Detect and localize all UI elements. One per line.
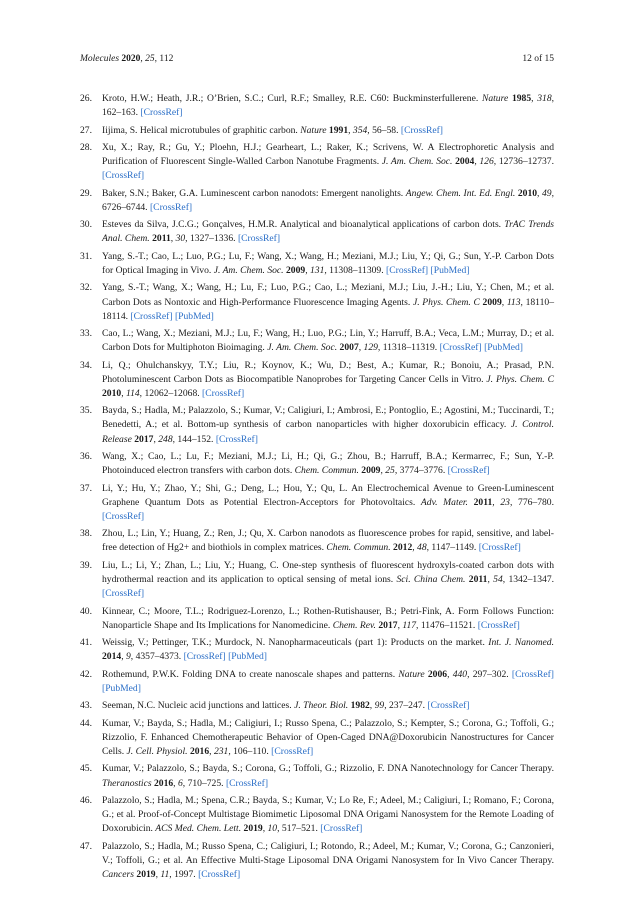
pubmed-link[interactable]: [PubMed] (102, 682, 141, 694)
reference-pages: 144–152. (177, 433, 214, 445)
crossref-link[interactable]: [CrossRef] (215, 433, 258, 445)
reference-item: 31. Yang, S.-T.; Cao, L.; Luo, P.G.; Lu, F.; Wang, X.; Wang, H.; Meziani, M.J.; Liu, Y.; Qi, G.; Sun, Y.-P. Carbon Dots for Optical Imaging in Vivo. J. Am. Chem. Soc. 2009, 131, 11308–11309. [CrossRef] [PubMed] (80, 250, 554, 276)
reference-authors-title: Xu, X.; Ray, R.; Gu, Y.; Ploehn, H.J.; Gearheart, L.; Raker, K.; Scrivens, W. A Electrophoretic Analysis and Purification of Fluorescent Single-Walled Carbon Nanotube Fragments. (102, 142, 554, 168)
reference-item: 30. Esteves da Silva, J.C.G.; Gonçalves, H.M.R. Analytical and bioanalytical applications of carbon dots. TrAC Trends Anal. Chem. 2011, 30, 1327–1336. [CrossRef] (80, 219, 555, 245)
crossref-link[interactable]: [CrossRef] (140, 107, 183, 119)
reference-volume: 248 (158, 433, 173, 445)
reference-year: 2011 (473, 496, 493, 508)
reference-year: 2016 (189, 745, 210, 757)
reference-item: 44. Kumar, V.; Bayda, S.; Hadla, M.; Caligiuri, I.; Russo Spena, C.; Palazzolo, S.; Kempter, S.; Corona, G.; Toffoli, G.; Rizzolio, F. Enhanced Chemotherapeutic Behavior of Open-Caged DNA@Doxorubicin Nanostructures for Cancer Cells. J. Cell. Physiol. 2016, 231, 106–110. [CrossRef] (80, 717, 554, 757)
crossref-link[interactable]: [CrossRef] (447, 465, 490, 477)
reference-journal: Angew. Chem. Int. Ed. Engl. (405, 187, 516, 199)
reference-journal: J. Phys. Chem. C (486, 373, 554, 385)
reference-year: 2011 (152, 233, 171, 245)
reference-authors-title: Li, Q.; Ohulchanskyy, T.Y.; Liu, R.; Koynov, K.; Wu, D.; Best, A.; Kumar, R.; Bonoiu, A.; Prasad, P.N. Photoluminescent Carbon Dots as Biocompatible Nanoprobes for Targeting Cancer Cells in Vitro. (102, 359, 554, 385)
reference-volume: 126 (479, 156, 494, 168)
reference-year: 2014 (102, 651, 122, 663)
reference-number: 28. (80, 142, 92, 154)
reference-year: 2006 (427, 668, 448, 680)
reference-authors-title: Cao, L.; Wang, X.; Meziani, M.J.; Lu, F.; Wang, H.; Luo, P.G.; Lin, Y.; Harruff, B.A.; Veca, L.M.; Murray, D.; et al. Carbon Dots for Multiphoton Bioimaging. (102, 328, 554, 354)
crossref-link[interactable]: [CrossRef] (477, 619, 520, 631)
reference-year: 1985 (511, 93, 532, 104)
reference-item: 28. Xu, X.; Ray, R.; Gu, Y.; Ploehn, H.J.; Gearheart, L.; Raker, K.; Scrivens, W. A Electrophoretic Analysis and Purification of Fluorescent Single-Walled Carbon Nanotube Fragments. J. Am. Chem. Soc. 2004, 126, 12736–12737. [CrossRef] (80, 142, 554, 182)
reference-volume: 99 (374, 700, 385, 712)
reference-authors-title: Wang, X.; Cao, L.; Lu, F.; Meziani, M.J.; Li, H.; Qi, G.; Zhou, B.; Harruff, B.A.; Kermarrec, F.; Sun, Y.-P. Photoinduced electron transfers with carbon dots. (102, 451, 554, 477)
reference-authors-title: Baker, S.N.; Baker, G.A. Luminescent carbon nanodots: Emergent nanolights. (102, 187, 406, 199)
reference-pages: 6726–6744. (102, 201, 148, 213)
reference-number: 30. (80, 219, 92, 231)
reference-item: 33. Cao, L.; Wang, X.; Meziani, M.J.; Lu, F.; Wang, H.; Luo, P.G.; Lin, Y.; Harruff, B.A.; Veca, L.M.; Murray, D.; et al. Carbon Dots for Multiphoton Bioimaging. J. Am. Chem. Soc. 2007, 129, 11318–11319. [CrossRef] [PubMed] (80, 328, 554, 354)
reference-pages: 3774–3776. (399, 465, 446, 477)
reference-year: 2017 (378, 619, 398, 631)
reference-journal: Nature (398, 668, 425, 680)
reference-volume: 318 (537, 93, 552, 104)
reference-item: 38. Zhou, L.; Lin, Y.; Huang, Z.; Ren, J.; Qu, X. Carbon nanodots as fluorescence probes for rapid, sensitive, and label-free detection of Hg2+ and biothiols in complex matrices. Chem. Commun. 2012, 48, 1147–1149. [CrossRef] (80, 528, 554, 554)
reference-pages: 4357–4373. (135, 651, 182, 663)
reference-list (80, 92, 554, 885)
reference-number: 47. (80, 840, 92, 852)
crossref-link[interactable]: [CrossRef] (225, 777, 269, 789)
reference-year: 2019 (136, 868, 156, 880)
crossref-link[interactable]: [CrossRef] (102, 510, 145, 522)
reference-pages: 237–247. (388, 700, 425, 712)
reference-pages: 517–521. (281, 823, 318, 835)
reference-pages: 1147–1149. (431, 542, 477, 554)
reference-journal: Adv. Mater. (420, 496, 468, 508)
reference-pages: 106–110. (233, 745, 269, 757)
header-journal: Molecules 2020, 25, 112 (80, 54, 174, 64)
reference-number: 43. (80, 700, 92, 712)
reference-pages: 1342–1347. (508, 573, 555, 585)
reference-authors-title: Liu, L.; Li, Y.; Zhan, L.; Liu, Y.; Huang, C. One-step synthesis of fluorescent hydroxyls-coated carbon dots with hydrothermal reaction and its application to optical sensing of metal ions. (102, 559, 554, 585)
reference-number: 39. (80, 559, 92, 571)
reference-item: 47. Palazzolo, S.; Hadla, M.; Russo Spena, C.; Caligiuri, I.; Rotondo, R.; Adeel, M.; Kumar, V.; Corona, G.; Canzonieri, V.; Toffoli, G.; et al. An Effective Multi-Stage Liposomal DNA Origami Nanosystem for In Vivo Cancer Therapy. Cancers 2019, 11, 1997. [CrossRef] (80, 840, 554, 880)
reference-year: 2010 (102, 387, 122, 399)
reference-year: 2010 (517, 187, 538, 199)
reference-volume: 49 (542, 187, 552, 199)
reference-number: 26. (80, 93, 92, 104)
reference-volume: 231 (213, 745, 229, 757)
reference-item: 42. Rothemund, P.W.K. Folding DNA to create nanoscale shapes and patterns. Nature 2006, 440, 297–302. [CrossRef] [PubMed] (80, 668, 555, 694)
reference-pages: 710–725. (187, 777, 224, 789)
reference-item: 34. Li, Q.; Ohulchanskyy, T.Y.; Liu, R.; Koynov, K.; Wu, D.; Best, A.; Kumar, R.; Bonoiu, A.; Prasad, P.N. Photoluminescent Carbon Dots as Biocompatible Nanoprobes for Targeting Cancer Cells in Vitro. J. Phys. Chem. C 2010, 114, 12062–12068. [CrossRef] (80, 359, 554, 399)
reference-number: 36. (80, 451, 92, 463)
reference-authors-title: Zhou, L.; Lin, Y.; Huang, Z.; Ren, J.; Qu, X. Carbon nanodots as fluorescence probes for rapid, sensitive, and label-free detection of Hg2+ and biothiols in complex matrices. (102, 528, 554, 554)
reference-pages: 12736–12737. (498, 156, 554, 168)
crossref-link[interactable]: [CrossRef] (183, 651, 226, 663)
reference-journal: ACS Med. Chem. Lett. (155, 823, 242, 835)
reference-authors-title: Kumar, V.; Palazzolo, S.; Bayda, S.; Corona, G.; Toffoli, G.; Rizzolio, F. DNA Nanotechnology for Cancer Therapy. (102, 763, 554, 775)
reference-journal: Nature (481, 93, 509, 104)
reference-journal: Nature (300, 124, 327, 136)
reference-year: 2009 (361, 465, 381, 477)
reference-number: 46. (80, 795, 92, 807)
reference-authors-title: Kumar, V.; Bayda, S.; Hadla, M.; Caligiuri, I.; Russo Spena, C.; Palazzolo, S.; Kempter, S.; Corona, G.; Toffoli, G.; Rizzolio, F. Enhanced Chemotherapeutic Behavior of Open-Caged DNA@Doxorubicin Nanostructures for Cancer Cells. (102, 717, 554, 757)
reference-number: 33. (80, 328, 92, 340)
reference-volume: 129 (363, 342, 378, 354)
reference-journal: Theranostics (102, 777, 152, 789)
reference-item: 29. Baker, S.N.; Baker, G.A. Luminescent carbon nanodots: Emergent nanolights. Angew. Chem. Int. Ed. Engl. 2010, 49, 6726–6744. [CrossRef] (80, 187, 554, 213)
pubmed-link[interactable]: [PubMed] (484, 342, 523, 354)
crossref-link[interactable]: [CrossRef] (102, 588, 145, 600)
reference-year: 2007 (339, 342, 359, 354)
pubmed-link[interactable]: [PubMed] (430, 264, 470, 276)
reference-journal: Chem. Commun. (294, 465, 359, 477)
page-number: 12 of 15 (522, 54, 554, 64)
reference-item: 40. Kinnear, C.; Moore, T.L.; Rodriguez-Lorenzo, L.; Rothen-Rutishauser, B.; Petri-Fink, A. Form Follows Function: Nanoparticle Shape and Its Implications for Nanomedicine. Chem. Rev. 2017, 117, 11476–11521. [CrossRef] (80, 605, 554, 631)
reference-journal: J. Control. Release (102, 419, 554, 445)
reference-item: 27. Iijima, S. Helical microtubules of graphitic carbon. Nature 1991, 354, 56–58. [CrossRef] (80, 124, 554, 138)
crossref-link[interactable]: [CrossRef] (320, 823, 363, 835)
reference-item: 41. Weissig, V.; Pettinger, T.K.; Murdock, N. Nanopharmaceuticals (part 1): Products on the market. Int. J. Nanomed. 2014, 9, 4357–4373. [CrossRef] [PubMed] (80, 637, 555, 663)
reference-year: 2011 (468, 573, 488, 585)
reference-year: 2019 (243, 823, 263, 835)
reference-volume: 25 (385, 465, 395, 477)
crossref-link[interactable]: [CrossRef] (478, 542, 521, 554)
reference-volume: 131 (309, 264, 325, 276)
reference-volume: 10 (267, 823, 278, 835)
crossref-link[interactable]: [CrossRef] (511, 668, 555, 680)
reference-pages: 776–780. (518, 496, 554, 508)
reference-pages: 297–302. (472, 668, 509, 680)
reference-authors-title: Yang, S.-T.; Cao, L.; Luo, P.G.; Lu, F.; Wang, X.; Wang, H.; Meziani, M.J.; Liu, Y.; Qi, G.; Sun, Y.-P. Carbon Dots for Optical Imaging in Vivo. (102, 250, 554, 276)
reference-item: 36. Wang, X.; Cao, L.; Lu, F.; Meziani, M.J.; Li, H.; Qi, G.; Zhou, B.; Harruff, B.A.; Kermarrec, F.; Sun, Y.-P. Photoinduced electron transfers with carbon dots. Chem. Commun. 2009, 25, 3774–3776. [CrossRef] (80, 451, 554, 477)
crossref-link[interactable]: [CrossRef] (400, 124, 443, 136)
reference-journal: Sci. China Chem. (396, 573, 466, 585)
reference-journal: J. Cell. Physiol. (126, 745, 188, 757)
reference-authors-title: Seeman, N.C. Nucleic acid junctions and lattices. (102, 700, 295, 712)
reference-authors-title: Li, Y.; Hu, Y.; Zhao, Y.; Shi, G.; Deng, L.; Hou, Y.; Qu, L. An Electrochemical Avenue to Green-Luminescent Graphene Quantum Dots as Potential Electron-Acceptors for Photovoltaics. (102, 482, 554, 508)
reference-year: 2004 (455, 156, 475, 168)
reference-journal: Chem. Commun. (326, 542, 391, 554)
reference-item: 43. Seeman, N.C. Nucleic acid junctions and lattices. J. Theor. Biol. 1982, 99, 237–247. [CrossRef] (80, 699, 554, 713)
reference-pages: 11308–11309. (329, 264, 384, 276)
reference-number: 41. (80, 637, 92, 649)
reference-item: 46. Palazzolo, S.; Hadla, M.; Spena, C.R.; Bayda, S.; Kumar, V.; Lo Re, F.; Adeel, M.; Caligiuri, I.; Romano, F.; Corona, G.; et al. Proof-of-Concept Multistage Biomimetic Liposomal DNA Origami Nanosystem for the Remote Loading of Doxorubicin. ACS Med. Chem. Lett. 2019, 10, 517–521. [CrossRef] (80, 795, 554, 835)
pubmed-link[interactable]: [PubMed] (228, 651, 267, 663)
reference-volume: 117 (402, 619, 417, 631)
reference-pages: 12062–12068. (144, 387, 200, 399)
reference-item: 45. Kumar, V.; Palazzolo, S.; Bayda, S.; Corona, G.; Toffoli, G.; Rizzolio, F. DNA Nanotechnology for Cancer Therapy. Theranostics 2016, 6, 710–725. [CrossRef] (80, 763, 554, 789)
reference-year: 2017 (134, 433, 154, 445)
reference-volume: 440 (452, 668, 468, 680)
reference-pages: 11318–11319. (382, 342, 438, 354)
reference-authors-title: Bayda, S.; Hadla, M.; Palazzolo, S.; Kumar, V.; Caligiuri, I.; Ambrosi, E.; Pontoglio, E.; Agostini, M.; Tuccinardi, T.; Benedetti, A.; et al. Bottom-up synthesis of carbon nanoparticles with higher doxorubicin efficacy. (102, 405, 554, 431)
crossref-link[interactable]: [CrossRef] (237, 233, 281, 245)
crossref-link[interactable]: [CrossRef] (439, 342, 482, 354)
reference-item: 35. Bayda, S.; Hadla, M.; Palazzolo, S.; Kumar, V.; Caligiuri, I.; Ambrosi, E.; Pontoglio, E.; Agostini, M.; Tuccinardi, T.; Benedetti, A.; et al. Bottom-up synthesis of carbon nanoparticles with higher doxorubicin efficacy. J. Control. Release 2017, 248, 144–152. [CrossRef] (80, 405, 554, 445)
reference-journal: J. Theor. Biol. (294, 700, 349, 712)
reference-item: 39. Liu, L.; Li, Y.; Zhan, L.; Liu, Y.; Huang, C. One-step synthesis of fluorescent hydroxyls-coated carbon dots with hydrothermal reaction and its application to optical sensing of metal ions. Sci. China Chem. 2011, 54, 1342–1347. [CrossRef] (80, 559, 555, 600)
reference-volume: 54 (493, 573, 503, 585)
reference-number: 44. (80, 717, 92, 729)
reference-number: 38. (80, 528, 92, 540)
reference-pages: 18110–18114. (102, 296, 555, 322)
reference-volume: 114 (125, 387, 140, 399)
reference-authors-title: Esteves da Silva, J.C.G.; Gonçalves, H.M.R. Analytical and bioanalytical applications of carbon dots. (102, 219, 505, 231)
reference-pages: 1327–1336. (189, 233, 236, 245)
reference-number: 42. (80, 668, 92, 680)
reference-journal: TrAC Trends Anal. Chem. (102, 219, 555, 245)
page-header (80, 54, 554, 68)
pubmed-link[interactable]: [PubMed] (174, 310, 214, 322)
reference-volume: 9 (125, 651, 131, 663)
crossref-link[interactable]: [CrossRef] (427, 700, 470, 712)
reference-authors-title: Yang, S.-T.; Wang, X.; Wang, H.; Lu, F.; Luo, P.G.; Cao, L.; Meziani, M.J.; Liu, J.-H.; Liu, Y.; Chen, M.; et al. Carbon Dots as Nontoxic and High-Performance Fluorescence Imaging Agents. (102, 282, 554, 308)
reference-year: 2012 (393, 542, 413, 554)
reference-pages: 162–163. (102, 107, 138, 119)
reference-number: 29. (80, 187, 92, 199)
reference-volume: 30 (175, 233, 186, 245)
reference-journal: J. Phys. Chem. C (412, 296, 480, 308)
crossref-link[interactable]: [CrossRef] (271, 745, 314, 757)
reference-number: 35. (80, 405, 92, 417)
reference-authors-title: Weissig, V.; Pettinger, T.K.; Murdock, N. Nanopharmaceuticals (part 1): Products on the market. (102, 637, 489, 649)
reference-volume: 113 (506, 296, 521, 308)
reference-number: 27. (80, 124, 92, 136)
reference-authors-title: Rothemund, P.W.K. Folding DNA to create nanoscale shapes and patterns. (102, 668, 399, 680)
crossref-link[interactable]: [CrossRef] (130, 310, 173, 322)
reference-number: 40. (80, 605, 92, 617)
reference-year: 2009 (286, 264, 306, 276)
crossref-link[interactable]: [CrossRef] (386, 264, 429, 276)
reference-authors-title: Palazzolo, S.; Hadla, M.; Russo Spena, C.; Caligiuri, I.; Rotondo, R.; Adeel, M.; Kumar, V.; Corona, G.; Canzonieri, V.; Toffoli, G.; et al. An Effective Multi-Stage Liposomal DNA Origami Nanosystem for In Vivo Cancer Therapy. (102, 840, 554, 866)
crossref-link[interactable]: [CrossRef] (198, 868, 241, 880)
reference-volume: 48 (417, 542, 427, 554)
reference-volume: 23 (500, 496, 510, 508)
reference-authors-title: Palazzolo, S.; Hadla, M.; Spena, C.R.; Bayda, S.; Kumar, V.; Lo Re, F.; Adeel, M.; Caligiuri, I.; Romano, F.; Corona, G.; et al. Proof-of-Concept Multistage Biomimetic Liposomal DNA Origami Nanosystem for the Remote Loading of Doxorubicin. (102, 795, 554, 835)
crossref-link[interactable]: [CrossRef] (202, 387, 245, 399)
reference-number: 32. (80, 282, 92, 294)
crossref-link[interactable]: [CrossRef] (149, 201, 193, 213)
reference-volume: 11 (160, 868, 170, 880)
reference-journal: Chem. Rev. (332, 619, 376, 631)
reference-number: 34. (80, 359, 92, 371)
reference-journal: Int. J. Nanomed. (488, 637, 555, 649)
reference-pages: 1997. (174, 868, 196, 880)
reference-journal: J. Am. Chem. Soc. (381, 156, 453, 168)
reference-year: 1991 (328, 124, 349, 136)
reference-item: 26. Kroto, H.W.; Heath, J.R.; O’Brien, S.C.; Curl, R.F.; Smalley, R.E. C60: Buckminsterfullerene. Nature 1985, 318, 162–163. [CrossRef] (80, 93, 555, 119)
reference-pages: 56–58. (372, 124, 399, 136)
reference-authors-title: Kroto, H.W.; Heath, J.R.; O’Brien, S.C.; Curl, R.F.; Smalley, R.E. C60: Buckminsterfullerene. (102, 93, 482, 104)
reference-journal: J. Am. Chem. Soc. (267, 342, 338, 354)
reference-journal: Cancers (102, 868, 134, 880)
reference-authors-title: Kinnear, C.; Moore, T.L.; Rodriguez-Lorenzo, L.; Rothen-Rutishauser, B.; Petri-Fink, A. Form Follows Function: Nanoparticle Shape and Its Implications for Nanomedicine. (102, 605, 554, 631)
reference-year: 2009 (482, 296, 502, 308)
reference-authors-title: Iijima, S. Helical microtubules of graphitic carbon. (102, 124, 301, 136)
reference-volume: 354 (352, 124, 368, 136)
reference-number: 37. (80, 482, 92, 494)
reference-volume: 6 (177, 777, 183, 789)
reference-item: 32. Yang, S.-T.; Wang, X.; Wang, H.; Lu, F.; Luo, P.G.; Cao, L.; Meziani, M.J.; Liu, J.-H.; Liu, Y.; Chen, M.; et al. Carbon Dots as Nontoxic and High-Performance Fluorescence Imaging Agents. J. Phys. Chem. C 2009, 113, 18110–18114. [CrossRef] [PubMed] (80, 282, 555, 322)
crossref-link[interactable]: [CrossRef] (102, 170, 145, 182)
reference-year: 2016 (153, 777, 174, 789)
reference-pages: 11476–11521. (420, 619, 476, 631)
reference-item: 37. Li, Y.; Hu, Y.; Zhao, Y.; Shi, G.; Deng, L.; Hou, Y.; Qu, L. An Electrochemical Avenue to Green-Luminescent Graphene Quantum Dots as Potential Electron-Acceptors for Photovoltaics. Adv. Mater. 2011, 23, 776–780. [CrossRef] (80, 482, 554, 522)
reference-year: 1982 (350, 700, 370, 712)
reference-number: 45. (80, 763, 92, 775)
reference-number: 31. (80, 250, 92, 262)
reference-journal: J. Am. Chem. Soc. (213, 264, 284, 276)
